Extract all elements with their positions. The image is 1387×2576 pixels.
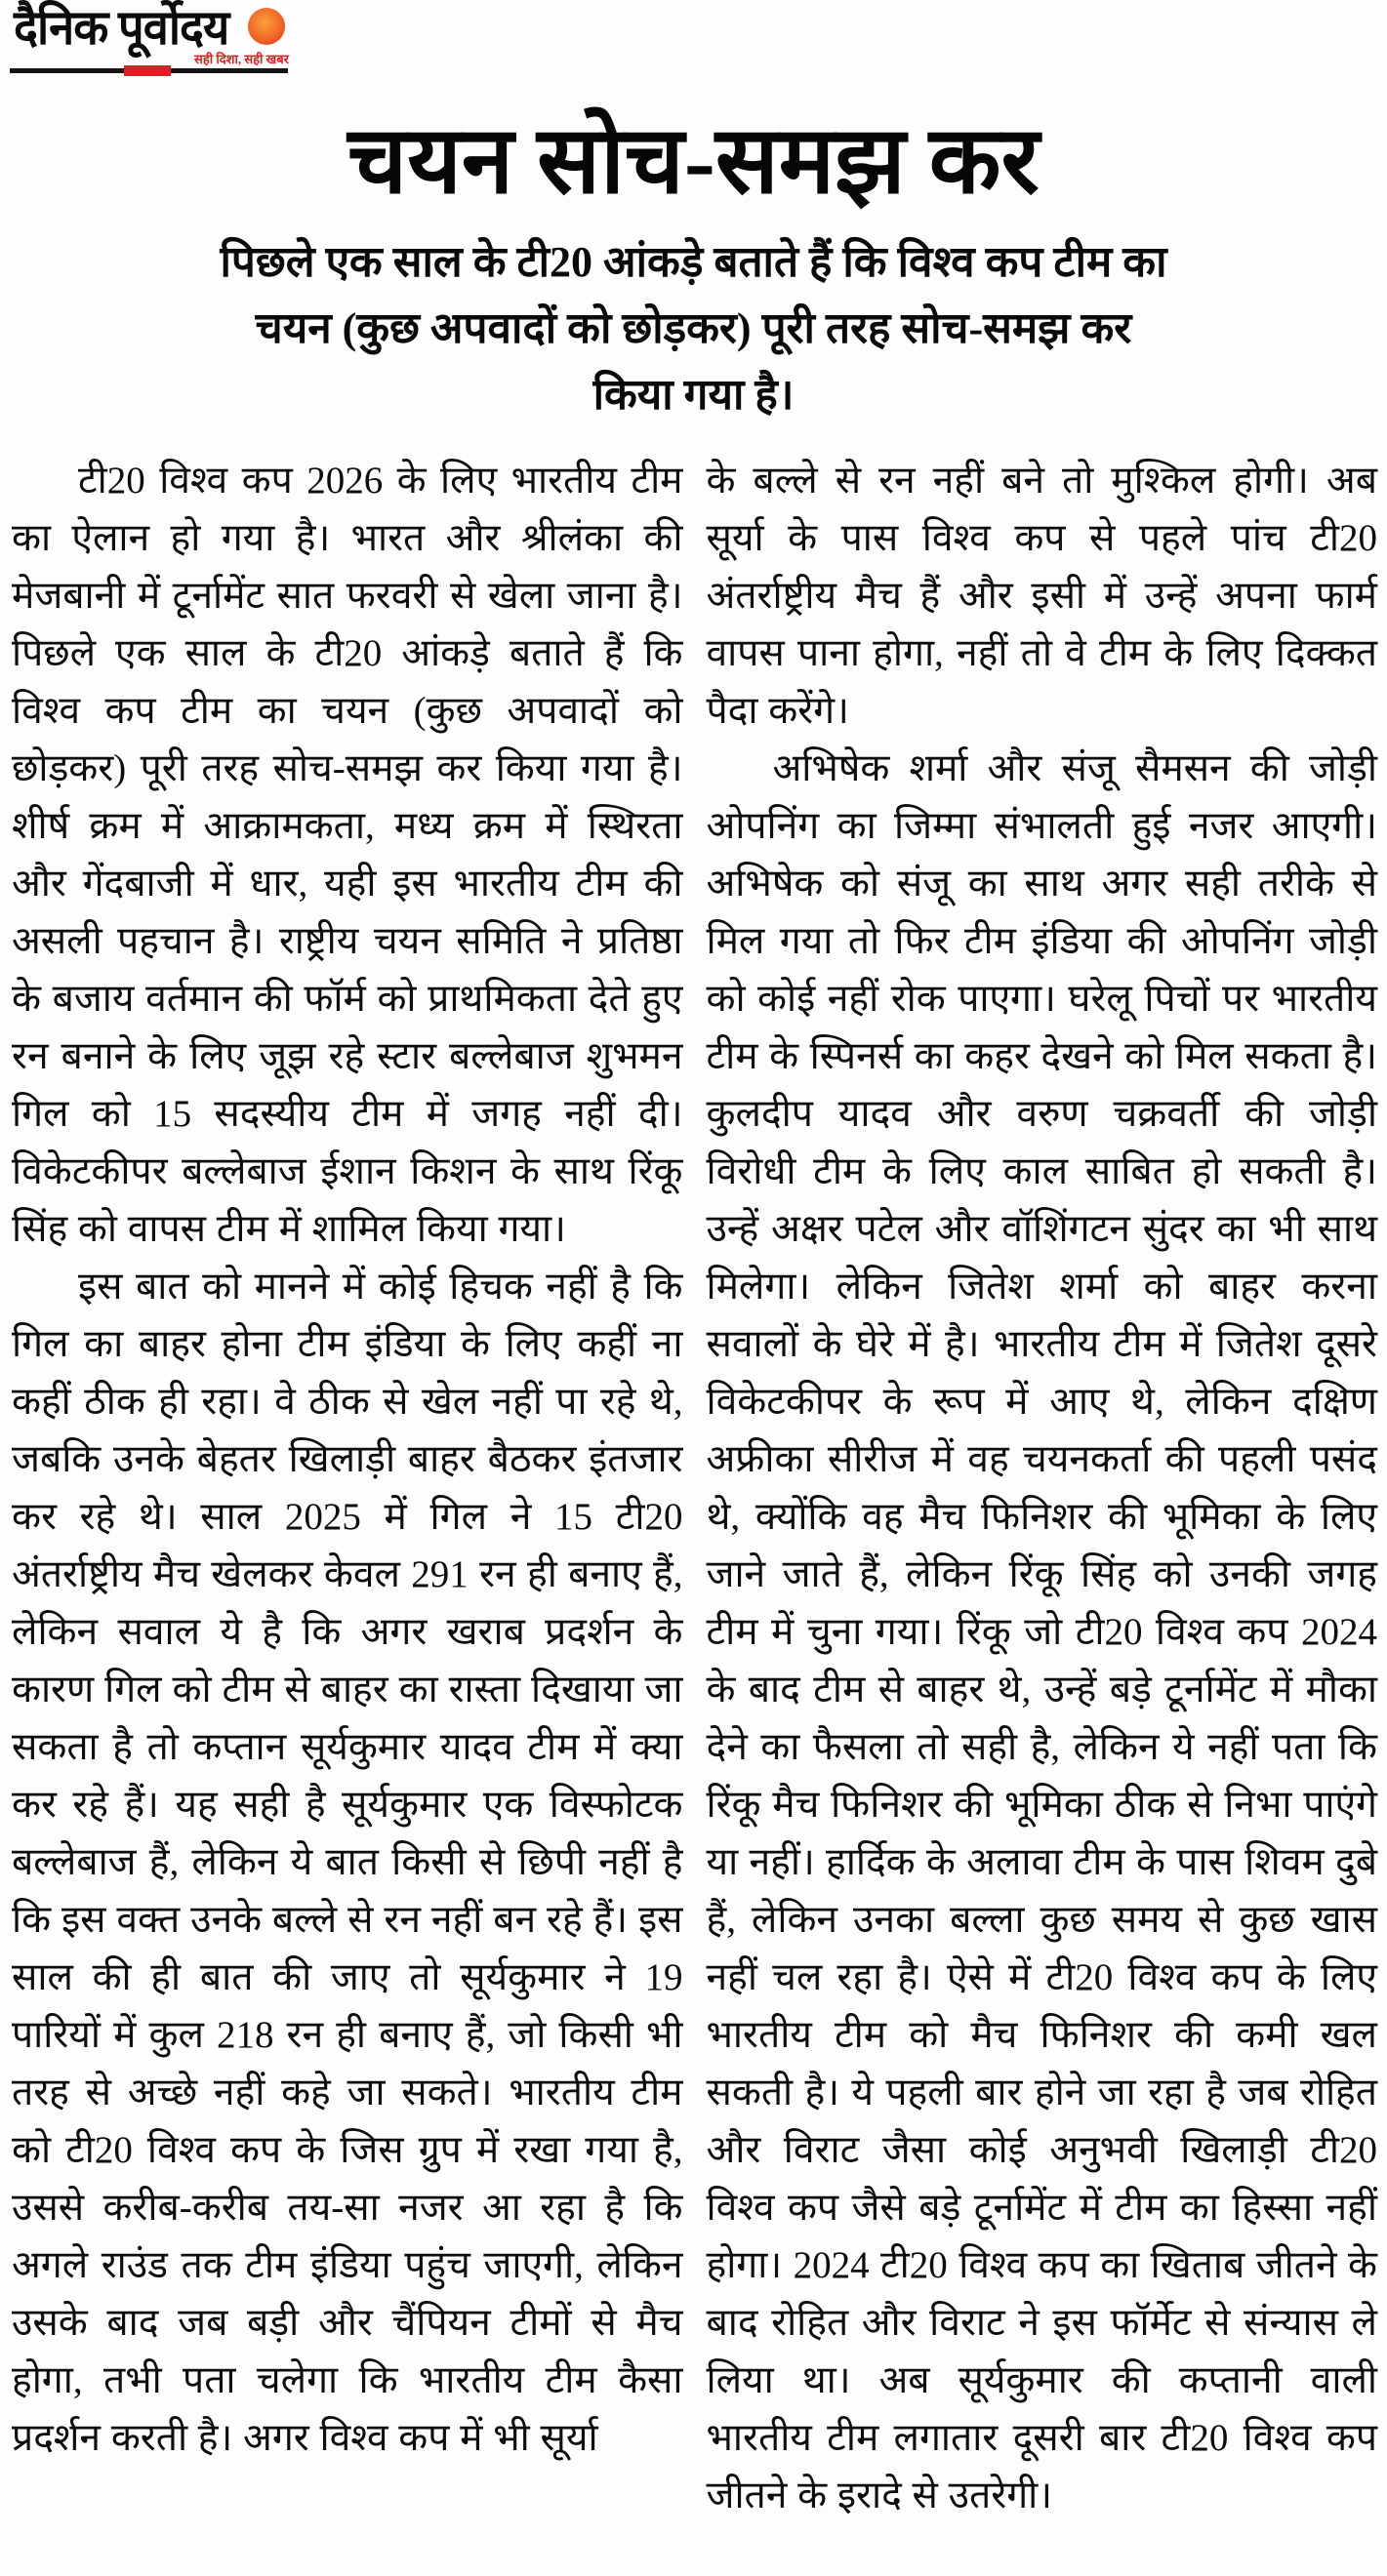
masthead	[14, 1, 306, 88]
sun-icon	[248, 8, 285, 45]
paragraph: इस बात को मानने में कोई हिचक नहीं है कि गिल का बाहर होना टीम इंडिया के लिए कहीं ना कहीं ठीक ही रहा। वे ठीक से खेल नहीं पा रहे थे, जबकि उनके बेहतर खिलाड़ी बाहर बैठकर इंतजार कर रहे थे। साल 2025 में गिल ने 15 टी20 अंतर्राष्ट्रीय मैच खेलकर केवल 291 रन ही बनाए हैं, लेकिन सवाल ये है कि अगर खराब प्रदर्शन के कारण गिल को टीम से बाहर का रास्ता दिखाया जा सकता है तो कप्तान सूर्यकुमार यादव टीम में क्या कर रहे हैं। यह सही है सूर्यकुमार एक विस्फोटक बल्लेबाज हैं, लेकिन ये बात किसी से छिपी नहीं है कि इस वक्त उनके बल्ले से रन नहीं बन रहे हैं। इस साल की ही बात की जाए तो सूर्यकुमार ने 19 पारियों में कुल 218 रन ही बनाए हैं, जो किसी भी तरह से अच्छे नहीं कहे जा सकते। भारतीय टीम को टी20 विश्व कप के जिस ग्रुप में रखा गया है, उससे करीब-करीब तय-सा नजर आ रहा है कि अगले राउंड तक टीम इंडिया पहुंच जाएगी, लेकिन उसके बाद जब बड़ी और चैंपियन टीमों से मैच होगा, तभी पता चलेगा कि भारतीय टीम कैसा प्रदर्शन करती है। अगर विश्व कप में भी सूर्या	[12, 1266, 683, 2460]
paragraph: के बल्ले से रन नहीं बने तो मुश्किल होगी। अब सूर्या के पास विश्व कप से पहले पांच टी20 अंतर्राष्ट्रीय मैच हैं और इसी में उन्हें अपना फार्म वापस पाना होगा, नहीं तो वे टीम के लिए दिक्कत पैदा करेंगे।	[706, 460, 1377, 733]
newspaper-logo	[14, 1, 306, 88]
article-headline: चयन सोच-समझ कर	[347, 108, 1040, 213]
column-left	[12, 452, 683, 2524]
standfirst-line: पिछले एक साल के टी20 आंकड़े बताते हैं कि विश्व कप टीम का	[220, 238, 1167, 287]
standfirst-line: किया गया है।	[592, 371, 795, 420]
article-body	[0, 428, 1387, 2524]
newspaper-logo-text: दैनिक पूर्वोदय	[14, 1, 229, 56]
column-right	[707, 452, 1378, 2524]
masthead-rule	[10, 68, 288, 73]
paragraph: टी20 विश्व कप 2026 के लिए भारतीय टीम का ऐलान हो गया है। भारत और श्रीलंका की मेजबानी में टूर्नामेंट सात फरवरी से खेला जाना है। पिछले एक साल के टी20 आंकड़े बताते हैं कि विश्व कप टीम का चयन (कुछ अपवादों को छोड़कर) पूरी तरह सोच-समझ कर किया गया है। शीर्ष क्रम में आक्रामकता, मध्य क्रम में स्थिरता और गेंदबाजी में धार, यही इस भारतीय टीम की असली पहचान है। राष्ट्रीय चयन समिति ने प्रतिष्ठा के बजाय वर्तमान की फॉर्म को प्राथमिकता देते हुए रन बनाने के लिए जूझ रहे स्टार बल्लेबाज शुभमन गिल को 15 सदस्यीय टीम में जगह नहीं दी। विकेटकीपर बल्लेबाज ईशान किशन के साथ रिंकू सिंह को वापस टीम में शामिल किया गया।	[12, 460, 683, 1251]
masthead-ribbon	[124, 65, 171, 76]
article-standfirst	[0, 229, 1387, 428]
masthead-tagline: सही दिशा, सही खबर	[194, 52, 289, 66]
paragraph: अभिषेक शर्मा और संजू सैमसन की जोड़ी ओपनिंग का जिम्मा संभालती हुई नजर आएगी। अभिषेक को संजू का साथ अगर सही तरीके से मिल गया तो फिर टीम इंडिया की ओपनिंग जोड़ी को कोई नहीं रोक पाएगा। घरेलू पिचों पर भारतीय टीम के स्पिनर्स का कहर देखने को मिल सकता है। कुलदीप यादव और वरुण चक्रवर्ती की जोड़ी विरोधी टीम के लिए काल साबित हो सकती है। उन्हें अक्षर पटेल और वॉशिंगटन सुंदर का भी साथ मिलेगा। लेकिन जितेश शर्मा को बाहर करना सवालों के घेरे में है। भारतीय टीम में जितेश दूसरे विकेटकीपर के रूप में आए थे, लेकिन दक्षिण अफ्रीका सीरीज में वह चयनकर्ता की पहली पसंद थे, क्योंकि वह मैच फिनिशर की भूमिका के लिए जाने जाते हैं, लेकिन रिंकू सिंह को उनकी जगह टीम में चुना गया। रिंकू जो टी20 विश्व कप 2024 के बाद टीम से बाहर थे, उन्हें बड़े टूर्नामेंट में मौका देने का फैसला तो सही है, लेकिन ये नहीं पता कि रिंकू मैच फिनिशर की भूमिका ठीक से निभा पाएंगे या नहीं। हार्दिक के अलावा टीम के पास शिवम दुबे हैं, लेकिन उनका बल्ला कुछ समय से कुछ खास नहीं चल रहा है। ऐसे में टी20 विश्व कप के लिए भारतीय टीम को मैच फिनिशर की कमी खल सकती है। ये पहली बार होने जा रहा है जब रोहित और विराट जैसा कोई अनुभवी खिलाड़ी टी20 विश्व कप जैसे बड़े टूर्नामेंट में टीम का हिस्सा नहीं होगा। 2024 टी20 विश्व कप का खिताब जीतने के बाद रोहित और विराट ने इस फॉर्मेट से संन्यास ले लिया था। अब सूर्यकुमार की कप्तानी वाली भारतीय टीम लगातार दूसरी बार टी20 विश्व कप जीतने के इरादे से उतरेगी।	[706, 747, 1377, 2517]
standfirst-line: चयन (कुछ अपवादों को छोड़कर) पूरी तरह सोच-समझ कर	[255, 304, 1132, 353]
